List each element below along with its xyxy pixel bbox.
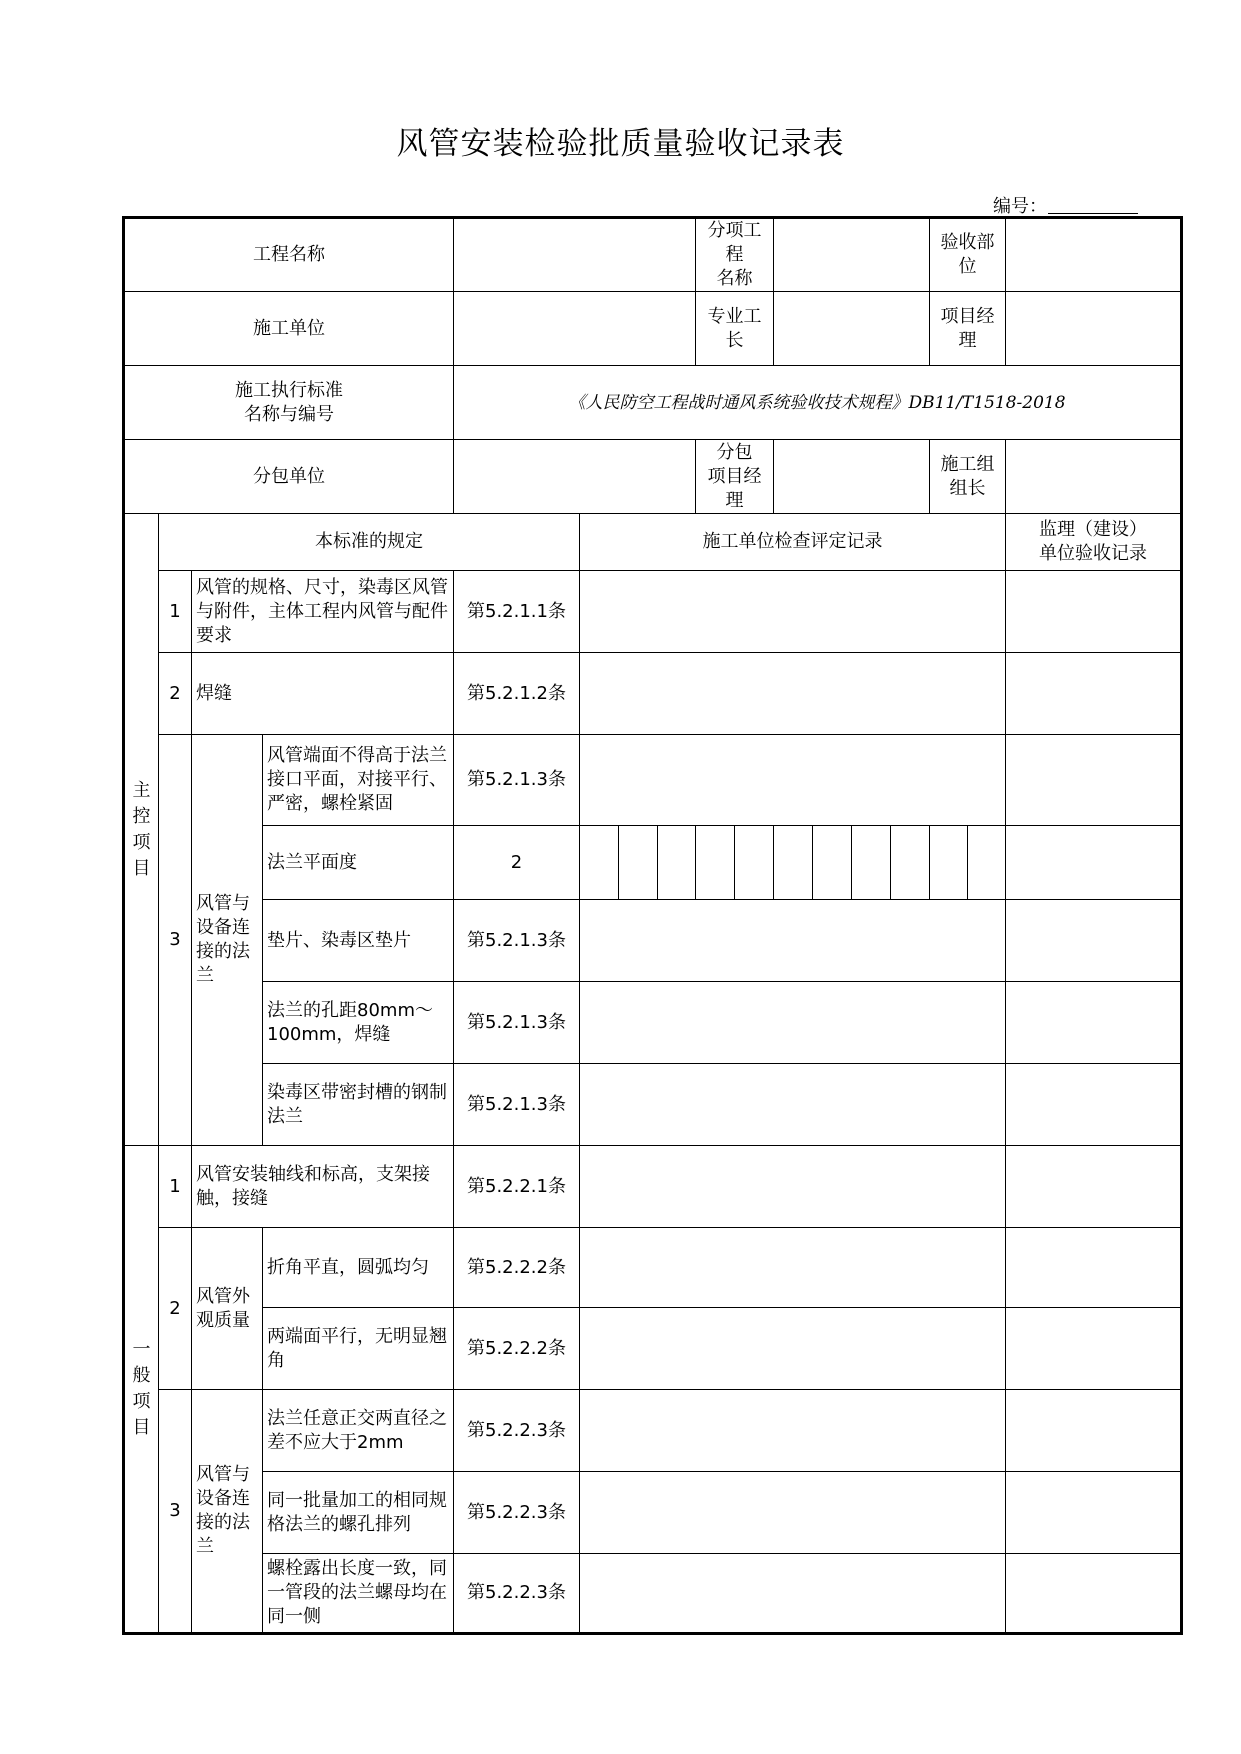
sub-manager-value[interactable] <box>774 440 930 514</box>
item-requirement: 同一批量加工的相同规格法兰的螺孔排列 <box>263 1472 454 1554</box>
table-row <box>124 982 1182 1064</box>
measure-cell[interactable] <box>696 826 735 900</box>
inspection-record-cell[interactable] <box>580 1228 1006 1308</box>
doc-number-label: 编号： <box>993 196 1047 217</box>
table-row <box>124 1228 1182 1308</box>
item-clause: 第5.2.1.2条 <box>454 653 580 735</box>
measure-cell[interactable] <box>813 826 852 900</box>
inspection-record-cell[interactable] <box>580 1554 1006 1634</box>
table-row <box>124 826 1182 900</box>
inspection-record-cell[interactable] <box>580 735 1006 826</box>
item-clause: 第5.2.2.3条 <box>454 1390 580 1472</box>
table-row <box>124 571 1182 653</box>
doc-number-field[interactable] <box>1048 213 1138 214</box>
inspection-record-cell[interactable] <box>580 1390 1006 1472</box>
inspection-record-cell[interactable] <box>580 653 1006 735</box>
project-name-label: 工程名称 <box>124 218 454 292</box>
subcontractor-value[interactable] <box>454 440 696 514</box>
item-number: 1 <box>159 1146 192 1228</box>
construction-unit-value[interactable] <box>454 292 696 366</box>
standard-value: 《人民防空工程战时通风系统验收技术规程》DB11/T1518-2018 <box>454 366 1182 440</box>
item-number: 3 <box>159 1390 192 1634</box>
item-clause: 第5.2.2.2条 <box>454 1228 580 1308</box>
measure-cell[interactable] <box>891 826 930 900</box>
item-number: 3 <box>159 735 192 1146</box>
inspection-record-cell[interactable] <box>580 1308 1006 1390</box>
team-leader-value[interactable] <box>1006 440 1182 514</box>
inspection-record-cell[interactable] <box>580 1146 1006 1228</box>
inspection-record-table <box>122 216 1183 1635</box>
item-requirement: 风管安装轴线和标高，支架接触，接缝 <box>192 1146 454 1228</box>
standard-label: 施工执行标准 名称与编号 <box>124 366 454 440</box>
inspection-record-cell[interactable] <box>580 1064 1006 1146</box>
measure-cell[interactable] <box>930 826 968 900</box>
supervision-record-cell[interactable] <box>1006 653 1182 735</box>
table-row <box>124 1146 1182 1228</box>
main-items-label: 主控项目 <box>124 514 159 1146</box>
item-number: 2 <box>159 1228 192 1390</box>
regulation-header: 本标准的规定 <box>159 514 580 571</box>
item-group-label: 风管与设备连接的法兰 <box>192 735 263 1146</box>
measure-cell[interactable] <box>735 826 774 900</box>
item-clause: 第5.2.1.3条 <box>454 735 580 826</box>
supervision-record-cell[interactable] <box>1006 1308 1182 1390</box>
supervision-record-cell[interactable] <box>1006 1064 1182 1146</box>
item-clause: 第5.2.1.3条 <box>454 1064 580 1146</box>
item-group-label: 风管与设备连接的法兰 <box>192 1390 263 1634</box>
table-row <box>124 900 1182 982</box>
supervision-record-cell[interactable] <box>1006 826 1182 900</box>
item-clause: 第5.2.2.3条 <box>454 1472 580 1554</box>
item-clause: 第5.2.2.2条 <box>454 1308 580 1390</box>
item-requirement: 风管端面不得高于法兰接口平面，对接平行、严密，螺栓紧固 <box>263 735 454 826</box>
item-clause: 第5.2.1.1条 <box>454 571 580 653</box>
item-requirement: 法兰平面度 <box>263 826 454 900</box>
table-row <box>124 735 1182 826</box>
item-requirement: 两端面平行，无明显翘角 <box>263 1308 454 1390</box>
table-row <box>124 1308 1182 1390</box>
table-row <box>124 1390 1182 1472</box>
table-row <box>124 1472 1182 1554</box>
item-requirement: 焊缝 <box>192 653 454 735</box>
construction-unit-label: 施工单位 <box>124 292 454 366</box>
item-number: 1 <box>159 571 192 653</box>
measure-cell[interactable] <box>619 826 658 900</box>
item-clause: 第5.2.2.1条 <box>454 1146 580 1228</box>
supervision-record-cell[interactable] <box>1006 571 1182 653</box>
inspection-record-cell[interactable] <box>580 571 1006 653</box>
supervision-record-header: 监理（建设） 单位验收记录 <box>1006 514 1182 571</box>
item-tolerance: 2 <box>454 826 580 900</box>
item-requirement: 螺栓露出长度一致，同一管段的法兰螺母均在同一侧 <box>263 1554 454 1634</box>
supervision-record-cell[interactable] <box>1006 1554 1182 1634</box>
measure-cell[interactable] <box>968 826 1006 900</box>
item-requirement: 染毒区带密封槽的钢制法兰 <box>263 1064 454 1146</box>
sub-project-name-value[interactable] <box>454 218 696 292</box>
inspection-record-cell[interactable] <box>580 900 1006 982</box>
general-items-label: 一般项目 <box>124 1146 159 1634</box>
item-clause: 第5.2.1.3条 <box>454 982 580 1064</box>
item-clause: 第5.2.2.3条 <box>454 1554 580 1634</box>
foreman-value[interactable] <box>774 292 930 366</box>
inspection-record-cell[interactable] <box>580 1472 1006 1554</box>
page-title: 风管安装检验批质量验收记录表 <box>396 126 845 162</box>
inspection-record-cell[interactable] <box>580 982 1006 1064</box>
measure-cell[interactable] <box>774 826 813 900</box>
foreman-label: 专业工长 <box>696 292 774 366</box>
acceptance-part-value[interactable] <box>1006 218 1182 292</box>
sub-manager-label: 分包 项目经理 <box>696 440 774 514</box>
supervision-record-cell[interactable] <box>1006 1146 1182 1228</box>
project-manager-value[interactable] <box>1006 292 1182 366</box>
table-row <box>124 1064 1182 1146</box>
measure-cell[interactable] <box>658 826 696 900</box>
item-number: 2 <box>159 653 192 735</box>
item-requirement: 法兰任意正交两直径之差不应大于2mm <box>263 1390 454 1472</box>
inspection-record-header: 施工单位检查评定记录 <box>580 514 1006 571</box>
sub-project-label: 分项工程 名称 <box>696 218 774 292</box>
supervision-record-cell[interactable] <box>1006 735 1182 826</box>
table-row <box>124 653 1182 735</box>
measure-cell[interactable] <box>852 826 891 900</box>
project-manager-label: 项目经理 <box>930 292 1006 366</box>
project-name-value[interactable] <box>774 218 930 292</box>
team-leader-label: 施工组组长 <box>930 440 1006 514</box>
acceptance-part-label: 验收部位 <box>930 218 1006 292</box>
item-requirement: 风管的规格、尺寸，染毒区风管与附件，主体工程内风管与配件要求 <box>192 571 454 653</box>
item-requirement: 垫片、染毒区垫片 <box>263 900 454 982</box>
item-group-label: 风管外观质量 <box>192 1228 263 1390</box>
supervision-record-cell[interactable] <box>1006 1228 1182 1308</box>
item-requirement: 折角平直，圆弧均匀 <box>263 1228 454 1308</box>
supervision-record-cell[interactable] <box>1006 900 1182 982</box>
subcontractor-label: 分包单位 <box>124 440 454 514</box>
supervision-record-cell[interactable] <box>1006 1390 1182 1472</box>
item-clause: 第5.2.1.3条 <box>454 900 580 982</box>
item-requirement: 法兰的孔距80mm～100mm，焊缝 <box>263 982 454 1064</box>
supervision-record-cell[interactable] <box>1006 1472 1182 1554</box>
supervision-record-cell[interactable] <box>1006 982 1182 1064</box>
table-row <box>124 1554 1182 1634</box>
measure-cell[interactable] <box>580 826 619 900</box>
